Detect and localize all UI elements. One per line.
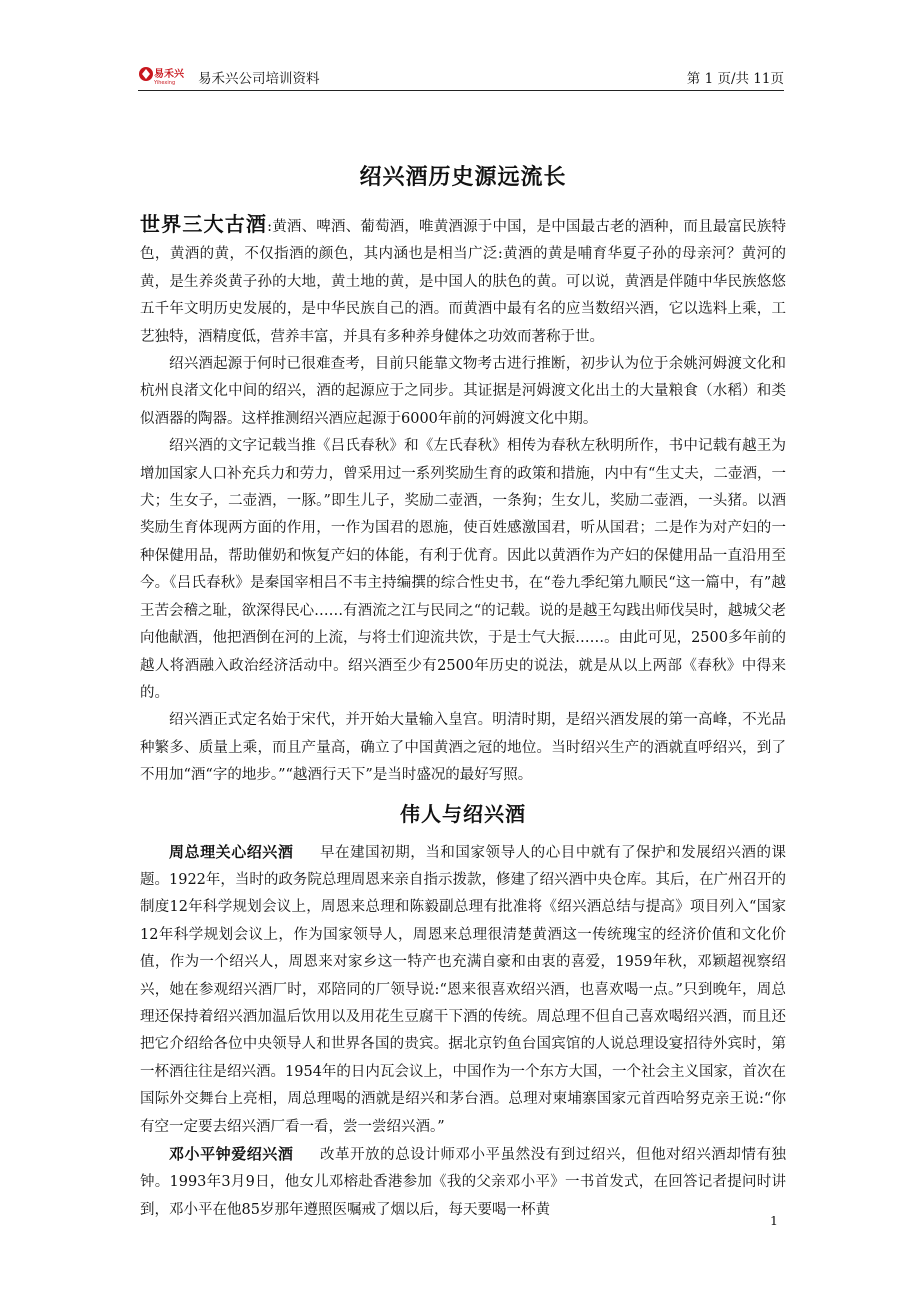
header-company-name: 易禾兴公司培训资料 (198, 71, 320, 87)
intro-paragraph (140, 211, 786, 351)
deng-subhead: 邓小平钟爱绍兴酒 (169, 1145, 294, 1163)
zhou-text: 早在建国初期，当和国家领导人的心目中就有了保护和发展绍兴酒的课题。1922年，当时的政务院总理周恩来亲自指示拨款，修建了绍兴酒中央仓库。其后，在广州召开的制度12年科学规划会议上，周恩来总理和陈毅副总理有批准将《绍兴酒总结与提高》项目列入“国家12年科学规划会议上，作为国家领导人，周恩来总理很清楚黄酒这一传统瑰宝的经济价值和文化价值，作为一个绍兴人，周恩来对家乡这一特产也充满自豪和由衷的喜爱，1959年秋，邓颖超视察绍兴，她在参观绍兴酒厂时，邓陪同的厂领导说:“恩来很喜欢绍兴酒，也喜欢喝一点。”只到晚年，周总理还保持着绍兴酒加温后饮用以及用花生豆腐干下酒的传统。周总理不但自己喜欢喝绍兴酒，而且还把它介绍给各位中央领导人和世界各国的贵宾。据北京钓鱼台国宾馆的人说总理设宴招待外宾时，第一杯酒往往是绍兴酒。1954年的日内瓦会议上，中国作为一个东方大国，一个社会主义国家，首次在国际外交舞台上亮相，周总理喝的酒就是绍兴和茅台酒。总理对柬埔寨国家元首西哈努克亲王说:“你有空一定要去绍兴酒厂看一看，尝一尝绍兴酒。” (140, 844, 786, 1135)
logo-subtext: Yihexing (154, 80, 176, 85)
paragraph-song-dynasty: 绍兴酒正式定名始于宋代，并开始大量输入皇宫。明清时期，是绍兴酒发展的第一高峰，不光品种繁多、质量上乘，而且产量高，确立了中国黄酒之冠的地位。当时绍兴生产的酒就直呼绍兴，到了不用加“酒“字的地步。”“越酒行天下”是当时盛况的最好写照。 (140, 712, 786, 784)
deng-text: 改革开放的总设计师邓小平虽然没有到过绍兴，但他对绍兴酒却情有独钟。1993年3月9日，他女儿邓榕赴香港参加《我的父亲邓小平》一书首发式，在回答记者提问时讲到，邓小平在他85岁那年遵照医嘱戒了烟以后，每天要喝一杯黄 (140, 1147, 786, 1218)
company-logo (138, 65, 194, 85)
document-title: 绍兴酒历史源远流长 (359, 165, 567, 190)
section-title: 伟人与绍兴酒 (400, 801, 526, 826)
paragraph-origin: 绍兴酒起源于何时已很难查考，目前只能靠文物考古进行推断，初步认为位于余姚河姆渡文化和杭州良渚文化中间的绍兴，酒的起源应于之同步。其证据是河姆渡文化出土的大量粮食（水稻）和类似酒器的陶器。这样推测绍兴酒应起源于6000年前的河姆渡文化中期。 (140, 356, 786, 427)
zhou-subhead: 周总理关心绍兴酒 (169, 842, 294, 861)
paragraph-deng (140, 1141, 786, 1224)
document-body (140, 150, 786, 1224)
intro-lead: 世界三大古酒 (140, 212, 268, 236)
header-page-info: 第 1 页/共 11页 (686, 71, 784, 87)
page-number: 1 (770, 1213, 778, 1228)
logo-text: 易禾兴 (154, 69, 184, 80)
intro-text: :黄酒、啤酒、葡萄酒，唯黄酒源于中国，是中国最古老的酒种，而且最富民族特色，黄酒的黄，不仅指酒的颜色，其内涵也是相当广泛:黄酒的黄是哺育华夏子孙的母亲河？黄河的黄，是生养炎黄子孙的大地，黄土地的黄，是中国人的肤色的黄。可以说，黄酒是伴随中华民族悠悠五千年文明历史发展的，是中华民族自己的酒。而黄酒中最有名的应当数绍兴酒，它以选料上乘，工艺独特，酒精度低，营养丰富，并具有多种养身健体之功效而著称于世。 (140, 219, 787, 345)
paragraph-records: 绍兴酒的文字记载当推《吕氏春秋》和《左氏春秋》相传为春秋左秋明所作，书中记载有越王为增加国家人口补充兵力和劳力，曾采用过一系列奖励生育的政策和措施，内中有“生丈夫，二壶酒，一犬；生女子，二壶酒，一豚。”即生儿子，奖励二壶酒，一条狗；生女儿，奖励二壶酒，一头猪。以酒奖励生育体现两方面的作用，一作为国君的恩施，使百姓感激国君，听从国君；二是作为对产妇的一种保健用品，帮助催奶和恢复产妇的体能，有利于优育。因此以黄酒作为产妇的保健用品一直沿用至今。《吕氏春秋》是秦国宰相吕不韦主持编撰的综合性史书，在“卷九季纪第九顺民“这一篇中，有”越王苦会稽之耻，欲深得民心……有酒流之江与民同之“的记载。说的是越王勾践出师伐吴时，越城父老向他献酒，他把酒倒在河的上流，与将士们迎流共饮，于是士气大振……。由此可见，2500多年前的越人将酒融入政治经济活动中。绍兴酒至少有2500年历史的说法，就是从以上两部《春秋》中得来的。 (140, 438, 786, 701)
paragraph-zhou (140, 839, 786, 1141)
page-header (138, 64, 784, 91)
